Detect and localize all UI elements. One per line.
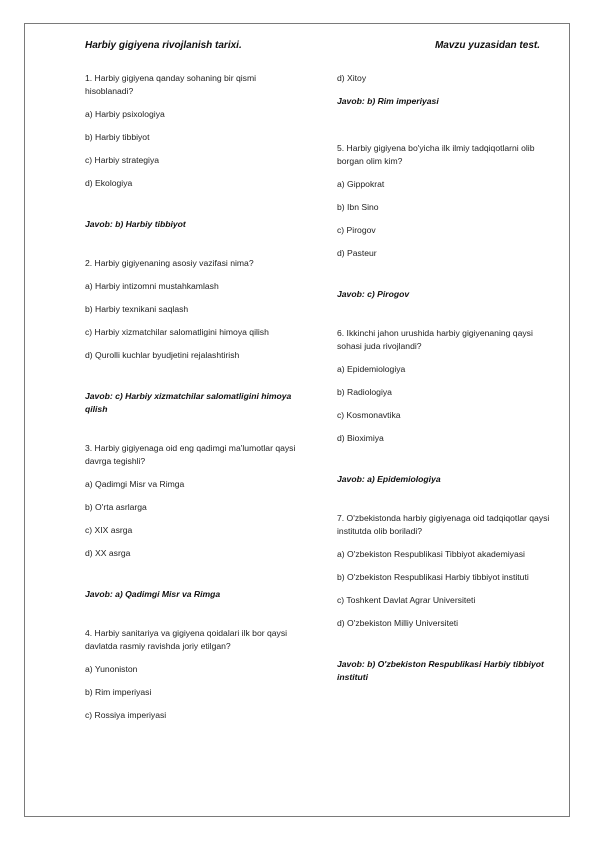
question-7-option-d: d) O'zbekiston Milliy Universiteti [337, 618, 459, 628]
question-4-text: 4. Harbiy sanitariya va gigiyena qoidalari ilk bor qaysi davlatda rasmiy ravishda joriy etilgan? [85, 628, 288, 651]
question-3-option-d: d) XX asrga [85, 548, 131, 558]
question-6-option-b: b) Radiologiya [337, 387, 392, 397]
question-4-option-c: c) Rossiya imperiyasi [85, 710, 167, 720]
question-4-option-b: b) Rim imperiyasi [85, 687, 152, 697]
question-4-answer: Javob: b) Rim imperiyasi [337, 96, 439, 106]
question-2-option-c: c) Harbiy xizmatchilar salomatligini himoya qilish [85, 327, 269, 337]
question-1-option-a: a) Harbiy psixologiya [85, 109, 165, 119]
question-5-option-c: c) Pirogov [337, 225, 376, 235]
question-7-option-b: b) O'zbekiston Respublikasi Harbiy tibbiyot instituti [337, 572, 529, 582]
question-7-option-a: a) O'zbekiston Respublikasi Tibbiyot akademiyasi [337, 549, 525, 559]
question-5-option-b: b) Ibn Sino [337, 202, 379, 212]
question-1-answer: Javob: b) Harbiy tibbiyot [85, 219, 186, 229]
question-1-option-d: d) Ekologiya [85, 178, 133, 188]
question-6-option-d: d) Bioximiya [337, 433, 384, 443]
question-5-option-a: a) Gippokrat [337, 179, 385, 189]
question-7-option-c: c) Toshkent Davlat Agrar Universiteti [337, 595, 476, 605]
question-3-option-c: c) XIX asrga [85, 525, 133, 535]
question-5-option-d: d) Pasteur [337, 248, 377, 258]
question-2-option-b: b) Harbiy texnikani saqlash [85, 304, 189, 314]
question-7-text: 7. O'zbekistonda harbiy gigiyenaga oid tadqiqotlar qaysi institutda olib boriladi? [337, 513, 550, 536]
question-6-answer: Javob: a) Epidemiologiya [337, 474, 441, 484]
question-3-text: 3. Harbiy gigiyenaga oid eng qadimgi ma'lumotlar qaysi davrga tegishli? [85, 443, 296, 466]
right-column [337, 72, 555, 684]
question-2-option-d: d) Qurolli kuchlar byudjetini rejalashtirish [85, 350, 240, 360]
question-7-answer: Javob: b) O'zbekiston Respublikasi Harbiy tibbiyot instituti [337, 659, 544, 682]
document-subtitle: Mavzu yuzasidan test. [434, 40, 540, 51]
question-1-option-b: b) Harbiy tibbiyot [85, 132, 150, 142]
left-column [85, 72, 303, 732]
question-5-text: 5. Harbiy gigiyena bo'yicha ilk ilmiy tadqiqotlarni olib borgan olim kim? [337, 143, 535, 166]
question-1-option-c: c) Harbiy strategiya [85, 155, 160, 165]
question-2-answer: Javob: c) Harbiy xizmatchilar salomatligini himoya qilish [85, 391, 292, 414]
question-2-text: 2. Harbiy gigiyenaning asosiy vazifasi nima? [85, 258, 254, 268]
question-4-option-a: a) Yunoniston [85, 664, 138, 674]
question-1-text: 1. Harbiy gigiyena qanday sohaning bir qismi hisoblanadi? [85, 73, 257, 96]
document-title: Harbiy gigiyena rivojlanish tarixi. [85, 40, 242, 51]
question-3-answer: Javob: a) Qadimgi Misr va Rimga [85, 589, 221, 599]
question-3-option-a: a) Qadimgi Misr va Rimga [85, 479, 185, 489]
question-6-text: 6. Ikkinchi jahon urushida harbiy gigiyenaning qaysi sohasi juda rivojlandi? [337, 328, 533, 351]
question-6-option-c: c) Kosmonavtika [337, 410, 401, 420]
question-3-option-b: b) O'rta asrlarga [85, 502, 147, 512]
question-5-answer: Javob: c) Pirogov [337, 289, 410, 299]
question-6-option-a: a) Epidemiologiya [337, 364, 406, 374]
question-4-option-d: d) Xitoy [337, 73, 367, 83]
question-2-option-a: a) Harbiy intizomni mustahkamlash [85, 281, 219, 291]
